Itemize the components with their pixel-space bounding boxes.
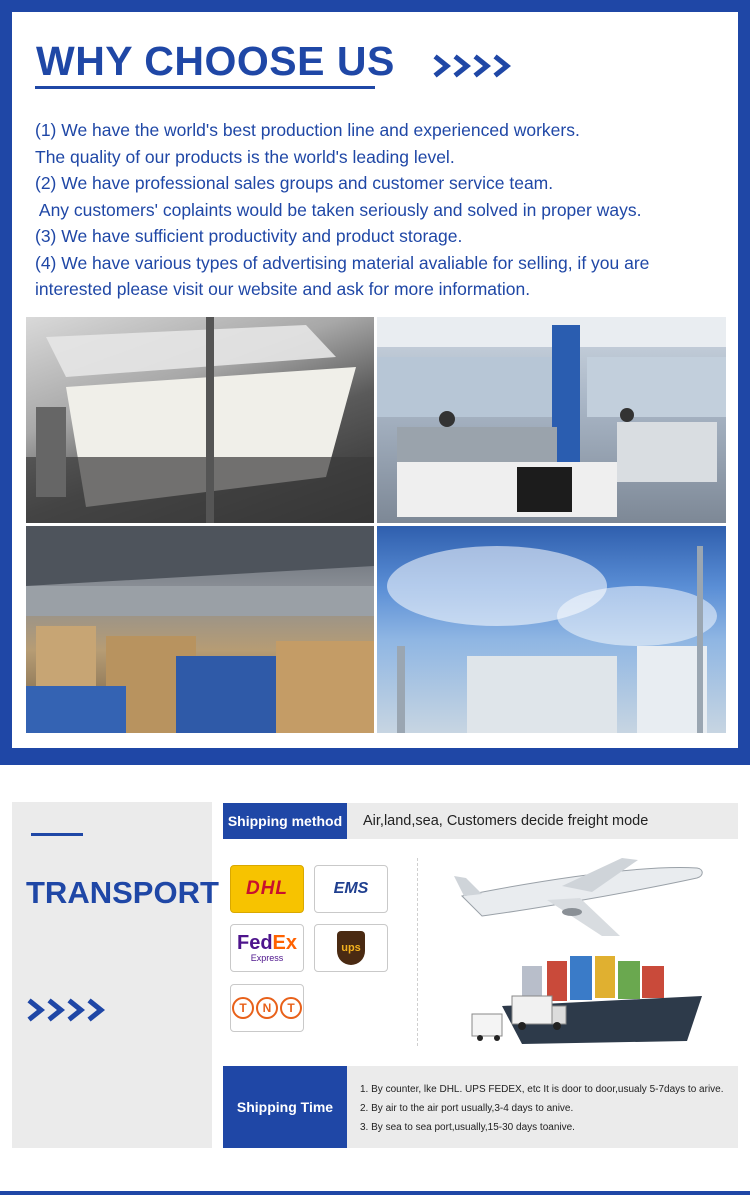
- transport-dash: [31, 833, 83, 836]
- reason-line: Any customers' coplaints would be taken seriously and solved in proper ways.: [35, 199, 642, 220]
- ups-shield-icon: [337, 931, 365, 965]
- title-underline: [35, 86, 375, 89]
- fedex-logo-wordmark: [237, 933, 297, 953]
- bottom-border: [0, 1191, 750, 1195]
- office-photo: [377, 317, 726, 523]
- tnt-logo: [230, 984, 304, 1032]
- transport-title: TRANSPORT: [26, 875, 219, 910]
- shipping-method-label: Shipping method: [223, 803, 347, 839]
- tnt-letter: N: [256, 997, 278, 1019]
- shipping-time-line: 1. By counter, lke DHL. UPS FEDEX, etc It is door to door,usualy 5-7days to arive.: [360, 1084, 724, 1095]
- tnt-logo-text: [232, 997, 302, 1019]
- tnt-letter: T: [232, 997, 254, 1019]
- shipping-time-label: Shipping Time: [223, 1066, 347, 1148]
- chevrons-icon: [433, 53, 517, 79]
- why-choose-us-title: WHY CHOOSE US: [36, 38, 395, 84]
- why-choose-us-panel: [12, 12, 738, 748]
- airplane-icon: [454, 858, 702, 936]
- fedex-logo: [230, 924, 304, 972]
- dhl-logo: [230, 865, 304, 913]
- fedex-ex-text: Ex: [272, 932, 298, 954]
- ups-logo: [314, 924, 388, 972]
- dashed-divider: [417, 858, 418, 1046]
- shipping-method-row: [223, 803, 738, 839]
- shipping-time-line: 3. By sea to sea port,usually,15-30 days toanive.: [360, 1122, 575, 1133]
- ups-logo-text: ups: [341, 942, 361, 954]
- shipping-time-line: 2. By air to the air port usually,3-4 days to anive.: [360, 1103, 574, 1114]
- ems-logo: [314, 865, 388, 913]
- factory-machine-photo: [26, 317, 374, 523]
- fedex-express-text: Express: [250, 953, 284, 963]
- reason-line: (2) We have professional sales groups and customer service team.: [35, 173, 554, 193]
- reason-line: (1) We have the world's best production line and experienced workers.: [35, 120, 580, 140]
- shipping-time-row: [223, 1066, 738, 1148]
- reason-line: (4) We have various types of advertising material avaliable for selling, if you are: [35, 252, 650, 273]
- why-choose-us-text: [35, 117, 735, 303]
- fedex-fe-text: Fed: [236, 932, 273, 954]
- warehouse-photo: [26, 526, 374, 733]
- transport-vehicles-image: [452, 856, 710, 1046]
- dhl-logo-text: DHL: [245, 878, 289, 899]
- tnt-letter: T: [280, 997, 302, 1019]
- reason-line: The quality of our products is the world's leading level.: [35, 146, 455, 167]
- photo-grid: [26, 317, 726, 733]
- reason-line: interested please visit our website and ask for more information.: [35, 279, 531, 299]
- showroom-photo: [377, 526, 726, 733]
- transport-section: [12, 802, 738, 1148]
- shipping-time-details: [360, 1080, 724, 1137]
- ems-logo-text: EMS: [333, 880, 369, 897]
- shipping-method-value: Air,land,sea, Customers decide freight mode: [363, 813, 649, 829]
- chevrons-icon: [27, 997, 111, 1023]
- reason-line: (3) We have sufficient productivity and product storage.: [35, 226, 463, 246]
- transport-sidebar: [12, 802, 219, 1148]
